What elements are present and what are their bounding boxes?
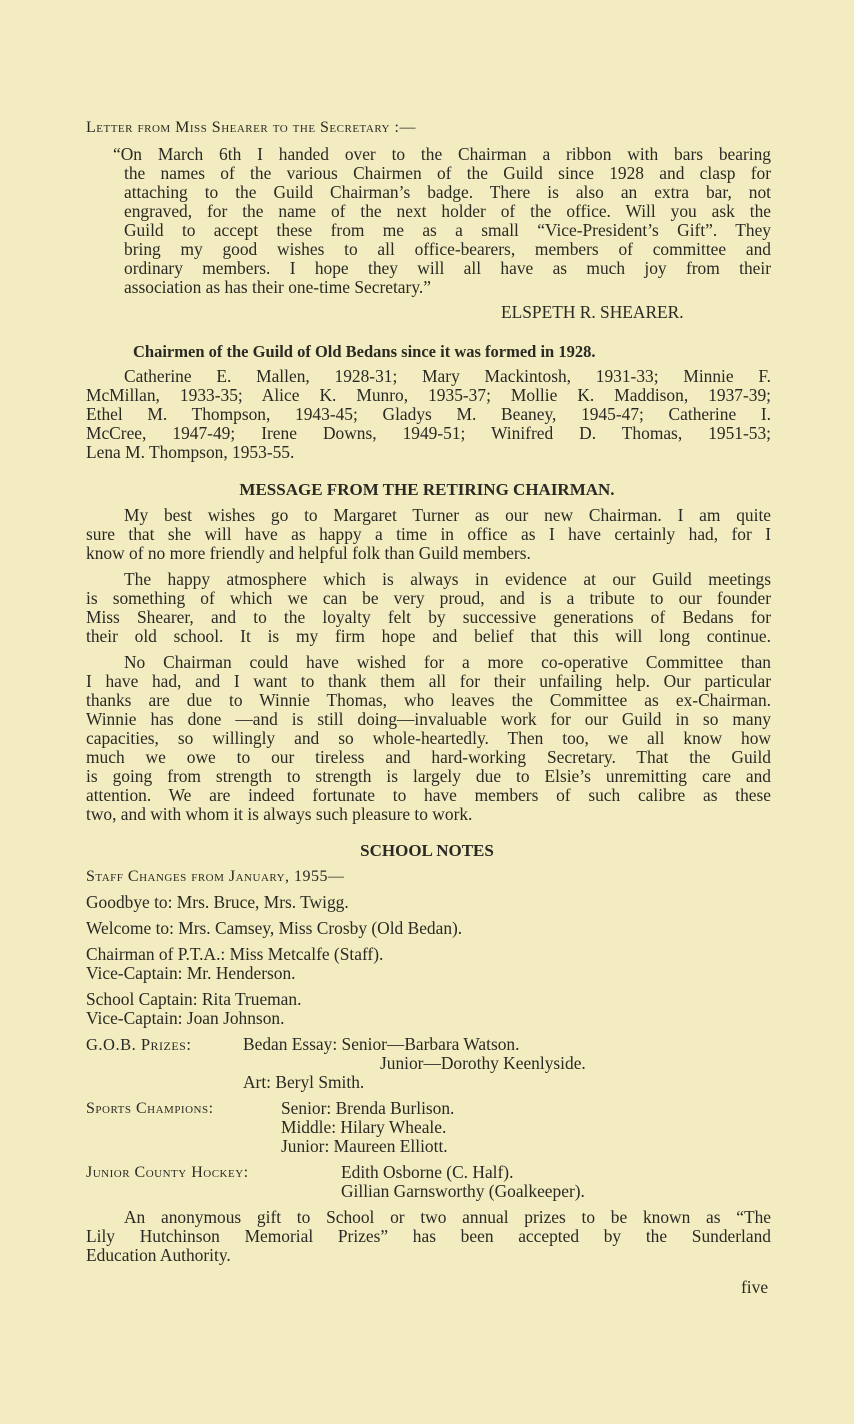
gob-essay-line: Bedan Essay: Senior—Barbara Watson. [243,1034,520,1054]
welcome-line: Welcome to: Mrs. Camsey, Miss Crosby (Old Bedan). [86,918,463,938]
hockey-line: Edith Osborne (C. Half). [341,1162,514,1182]
goodbye-line: Goodbye to: Mrs. Bruce, Mrs. Twigg. [86,892,349,912]
letter-line: the names of the various Chairmen of the Guild since 1928 and clasp for [124,163,771,183]
message-line: I have had, and I want to thank them all for their unfailing help. Our particular [86,671,771,691]
hockey-line: Gillian Garnsworthy (Goalkeeper). [341,1181,585,1201]
gob-art-line: Art: Beryl Smith. [243,1072,365,1092]
letter-line: association as has their one-time Secretary.” [124,277,431,297]
letter-line: Guild to accept these from me as a small “Vice-President’s Gift”. They [124,220,771,240]
chairmen-line: McCree, 1947-49; Irene Downs, 1949-51; Winifred D. Thomas, 1951-53; [86,423,771,443]
message-line: Miss Shearer, and to the loyalty felt by successive generations of Bedans for [86,607,771,627]
message-line: much we owe to our tireless and hard-working Secretary. That the Guild [86,747,771,767]
sports-junior-line: Junior: Maureen Elliott. [281,1136,448,1156]
message-line: attention. We are indeed fortunate to have members of such calibre as these [86,785,771,805]
gift-line: Lily Hutchinson Memorial Prizes” has been accepted by the Sunderland [86,1226,771,1246]
school-heading: SCHOOL NOTES [360,841,494,860]
message-line: Winnie has done —and is still doing—invaluable work for our Guild in so many [86,709,771,729]
sports-senior-line: Senior: Brenda Burlison. [281,1098,455,1118]
message-line: two, and with whom it is always such pleasure to work. [86,804,473,824]
vice-captain-line: Vice-Captain: Joan Johnson. [86,1008,285,1028]
chairmen-line: Lena M. Thompson, 1953-55. [86,442,295,462]
chairmen-heading: Chairmen of the Guild of Old Bedans since it was formed in 1928. [133,342,596,361]
school-captain-line: School Captain: Rita Trueman. [86,989,302,1009]
letter-line: bring my good wishes to all office-bearers, members of committee and [124,239,771,259]
junior-county-hockey-label: Junior County Hockey: [86,1164,249,1181]
letter-line: “On March 6th I handed over to the Chairman a ribbon with bars bearing [113,144,771,164]
message-line: is something of which we can be very proud, and is a tribute to our founder [86,588,771,608]
chairmen-line: Ethel M. Thompson, 1943-45; Gladys M. Beaney, 1945-47; Catherine I. [86,404,771,424]
message-line: know of no more friendly and helpful folk than Guild members. [86,543,531,563]
message-line: The happy atmosphere which is always in evidence at our Guild meetings [124,569,771,589]
pta-chairman-line: Chairman of P.T.A.: Miss Metcalfe (Staff). [86,944,384,964]
letter-line: engraved, for the name of the next holder of the office. Will you ask the [124,201,771,221]
gift-line: Education Authority. [86,1245,231,1265]
sports-middle-line: Middle: Hilary Wheale. [281,1117,447,1137]
message-line: My best wishes go to Margaret Turner as our new Chairman. I am quite [124,505,771,525]
letter-signature: ELSPETH R. SHEARER. [501,302,684,322]
letter-line: attaching to the Guild Chairman’s badge. There is also an extra bar, not [124,182,771,202]
message-line: No Chairman could have wished for a more co-operative Committee than [124,652,771,672]
gift-line: An anonymous gift to School or two annual prizes to be known as “The [124,1207,771,1227]
message-line: sure that she will have as happy a time in office as I have certainly had, for I [86,524,771,544]
message-line: is going from strength to strength is largely due to Elsie’s unremitting care and [86,766,771,786]
letter-heading: Letter from Miss Shearer to the Secretary :— [86,119,416,136]
chairmen-line: McMillan, 1933-35; Alice K. Munro, 1935-37; Mollie K. Maddison, 1937-39; [86,385,771,405]
page-number: five [741,1277,769,1297]
message-line: thanks are due to Winnie Thomas, who leaves the Committee as ex-Chairman. [86,690,771,710]
message-heading: MESSAGE FROM THE RETIRING CHAIRMAN. [239,480,615,499]
gob-junior-line: Junior—Dorothy Keenlyside. [380,1053,586,1073]
gob-prizes-label: G.O.B. Prizes: [86,1035,192,1054]
message-line: capacities, so willingly and so whole-heartedly. Then too, we all know how [86,728,771,748]
staff-changes-heading: Staff Changes from January, 1955— [86,868,345,885]
letter-line: ordinary members. I hope they will all have as much joy from their [124,258,771,278]
pta-vice-line: Vice-Captain: Mr. Henderson. [86,963,296,983]
message-line: their old school. It is my firm hope and belief that this will long continue. [86,626,771,646]
sports-champions-label: Sports Champions: [86,1100,214,1117]
chairmen-line: Catherine E. Mallen, 1928-31; Mary Mackintosh, 1931-33; Minnie F. [124,366,771,386]
